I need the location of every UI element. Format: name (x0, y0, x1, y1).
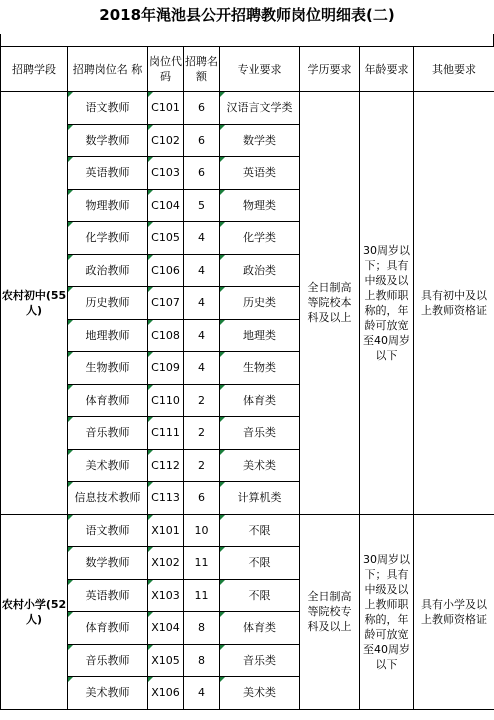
age-cell: 30周岁以下；具有中级及以上教师职称的，年龄可放宽至40周岁以下 (360, 92, 414, 515)
position-cell: 数学教师 (68, 547, 148, 580)
position-cell: 生物教师 (68, 352, 148, 385)
position-cell: 数学教师 (68, 124, 148, 157)
table-row (1, 514, 494, 547)
major-cell: 体育类 (220, 384, 300, 417)
other-cell: 具有初中及以上教师资格证 (414, 92, 494, 515)
position-cell: 英语教师 (68, 157, 148, 190)
position-table (0, 46, 494, 710)
position-cell: 英语教师 (68, 579, 148, 612)
code-cell: C106 (148, 254, 184, 287)
count-cell: 11 (184, 547, 220, 580)
school-cell: 农村初中(55人) (1, 92, 68, 515)
count-cell: 10 (184, 514, 220, 547)
school-cell: 农村小学(52人) (1, 514, 68, 709)
major-cell: 音乐类 (220, 644, 300, 677)
major-cell: 计算机类 (220, 482, 300, 515)
major-cell: 数学类 (220, 124, 300, 157)
education-cell: 全日制高等院校专科及以上 (300, 514, 360, 709)
major-cell: 美术类 (220, 677, 300, 710)
page-title: 2018年渑池县公开招聘教师岗位明细表(二) (99, 6, 395, 24)
count-cell: 5 (184, 189, 220, 222)
code-cell: X101 (148, 514, 184, 547)
code-cell: C110 (148, 384, 184, 417)
code-cell: X104 (148, 612, 184, 645)
position-cell: 体育教师 (68, 612, 148, 645)
count-cell: 2 (184, 417, 220, 450)
major-cell: 物理类 (220, 189, 300, 222)
code-cell: C102 (148, 124, 184, 157)
count-cell: 6 (184, 92, 220, 125)
position-cell: 政治教师 (68, 254, 148, 287)
code-cell: C112 (148, 449, 184, 482)
count-cell: 4 (184, 254, 220, 287)
count-cell: 2 (184, 384, 220, 417)
position-cell: 语文教师 (68, 92, 148, 125)
position-cell: 历史教师 (68, 287, 148, 320)
position-cell: 音乐教师 (68, 644, 148, 677)
count-cell: 6 (184, 124, 220, 157)
code-cell: X105 (148, 644, 184, 677)
header-major: 专业要求 (220, 47, 300, 92)
position-cell: 体育教师 (68, 384, 148, 417)
position-cell: 音乐教师 (68, 417, 148, 450)
count-cell: 8 (184, 644, 220, 677)
count-cell: 11 (184, 579, 220, 612)
major-cell: 体育类 (220, 612, 300, 645)
major-cell: 不限 (220, 514, 300, 547)
code-cell: C107 (148, 287, 184, 320)
major-cell: 历史类 (220, 287, 300, 320)
count-cell: 4 (184, 352, 220, 385)
major-cell: 音乐类 (220, 417, 300, 450)
count-cell: 6 (184, 157, 220, 190)
table-top-margin (0, 34, 494, 46)
other-cell: 具有小学及以上教师资格证 (414, 514, 494, 709)
code-cell: C104 (148, 189, 184, 222)
code-cell: X103 (148, 579, 184, 612)
major-cell: 生物类 (220, 352, 300, 385)
count-cell: 4 (184, 319, 220, 352)
header-count: 招聘名额 (184, 47, 220, 92)
code-cell: C109 (148, 352, 184, 385)
position-cell: 信息技术教师 (68, 482, 148, 515)
count-cell: 2 (184, 449, 220, 482)
major-cell: 汉语言文学类 (220, 92, 300, 125)
major-cell: 不限 (220, 579, 300, 612)
header-age: 年龄要求 (360, 47, 414, 92)
code-cell: X106 (148, 677, 184, 710)
position-cell: 化学教师 (68, 222, 148, 255)
code-cell: C103 (148, 157, 184, 190)
header-school: 招聘学段 (1, 47, 68, 92)
count-cell: 4 (184, 222, 220, 255)
code-cell: X102 (148, 547, 184, 580)
major-cell: 地理类 (220, 319, 300, 352)
education-cell: 全日制高等院校本科及以上 (300, 92, 360, 515)
header-code: 岗位代码 (148, 47, 184, 92)
position-cell: 物理教师 (68, 189, 148, 222)
position-cell: 美术教师 (68, 677, 148, 710)
table-row (1, 92, 494, 125)
position-cell: 美术教师 (68, 449, 148, 482)
count-cell: 8 (184, 612, 220, 645)
position-cell: 地理教师 (68, 319, 148, 352)
code-cell: C113 (148, 482, 184, 515)
code-cell: C101 (148, 92, 184, 125)
count-cell: 4 (184, 677, 220, 710)
major-cell: 美术类 (220, 449, 300, 482)
header-other: 其他要求 (414, 47, 494, 92)
header-row (1, 47, 494, 92)
major-cell: 政治类 (220, 254, 300, 287)
major-cell: 不限 (220, 547, 300, 580)
major-cell: 英语类 (220, 157, 300, 190)
count-cell: 4 (184, 287, 220, 320)
count-cell: 6 (184, 482, 220, 515)
header-position: 招聘岗位名 称 (68, 47, 148, 92)
age-cell: 30周岁以下；具有中级及以上教师职称的，年龄可放宽至40周岁以下 (360, 514, 414, 709)
header-education: 学历要求 (300, 47, 360, 92)
major-cell: 化学类 (220, 222, 300, 255)
position-cell: 语文教师 (68, 514, 148, 547)
code-cell: C111 (148, 417, 184, 450)
code-cell: C108 (148, 319, 184, 352)
code-cell: C105 (148, 222, 184, 255)
